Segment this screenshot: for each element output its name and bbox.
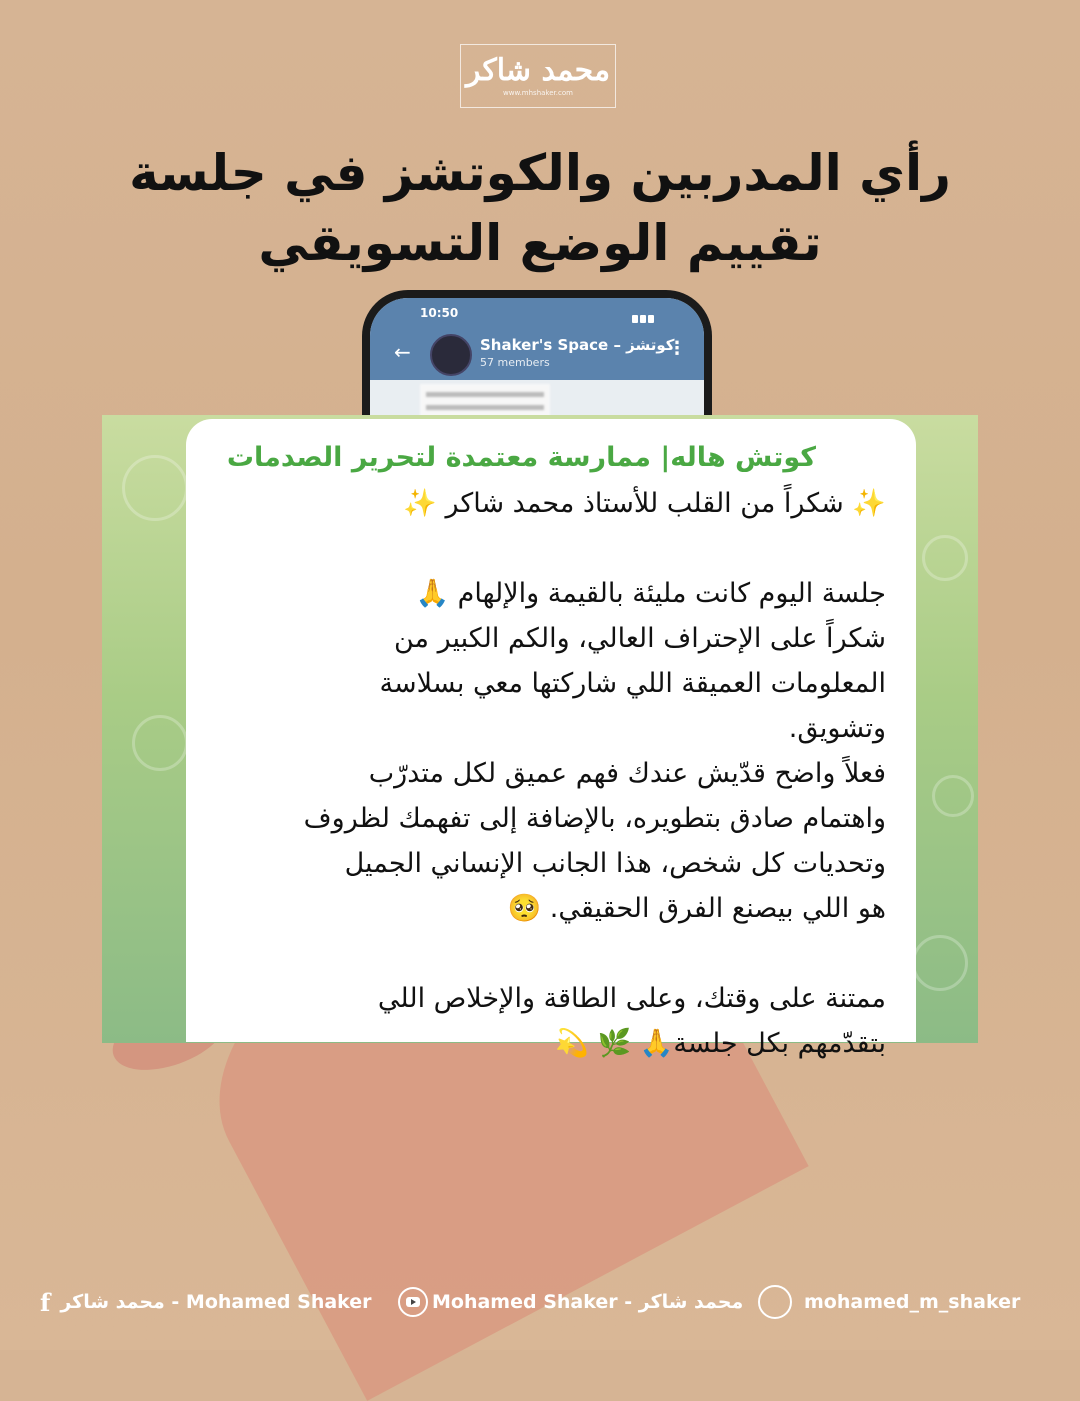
doodle-circle-icon [132, 715, 188, 771]
facebook-icon: f [40, 1287, 51, 1317]
doodle-circle-icon [912, 935, 968, 991]
message-bubble [186, 419, 916, 1059]
youtube-icon [398, 1287, 428, 1317]
message-line: ممتنة على وقتك، وعلى الطاقة والإخلاص اللي [377, 983, 886, 1014]
message-line: شكراً على الإحتراف العالي، والكم الكبير من [393, 623, 886, 654]
instagram-icon [758, 1285, 792, 1319]
avatar[interactable] [430, 334, 472, 376]
more-options-icon[interactable]: ⋮ [668, 338, 686, 359]
facebook-link[interactable] [40, 1285, 372, 1319]
page-title [0, 138, 1080, 278]
message-line: وتشويق. [788, 713, 886, 744]
doodle-circle-icon [932, 775, 974, 817]
message-line: بتقدّمهم بكل جلسة🙏 🌿 💫 [555, 1028, 886, 1059]
title-line-2: تقييم الوضع التسويقي [258, 214, 822, 272]
message-line [206, 931, 886, 976]
doodle-circle-icon [122, 455, 188, 521]
message-line: جلسة اليوم كانت مليئة بالقيمة والإلهام 🙏 [415, 578, 886, 609]
logo-site: www.mhshaker.com [503, 89, 573, 97]
message-line: وتحديات كل شخص، هذا الجانب الإنساني الجميل [344, 848, 886, 879]
brand-logo [460, 44, 616, 108]
message-line: المعلومات العميقة اللي شاركتها معي بسلاسة [379, 668, 886, 699]
message-line: هو اللي بيصنع الفرق الحقيقي. 🥺 [507, 893, 886, 924]
facebook-label: محمد شاكر - Mohamed Shaker [60, 1291, 372, 1313]
message-line [206, 526, 886, 571]
title-line-1: رأي المدربين والكوتشز في جلسة [129, 144, 951, 202]
message-line: فعلاً واضح قدّيش عندك فهم عميق لكل متدرّب [368, 758, 886, 789]
logo-mark: محمد شاكر [465, 53, 611, 88]
instagram-label: mohamed_m_shaker [804, 1291, 1021, 1313]
message-line: ✨ شكراً من القلب للأستاذ محمد شاكر ✨ [403, 488, 886, 519]
instagram-link[interactable] [758, 1285, 1020, 1319]
youtube-label: Mohamed Shaker - محمد شاكر [432, 1291, 744, 1313]
status-time: 10:50 [420, 306, 459, 320]
status-icons [630, 308, 664, 318]
message-text [206, 481, 886, 1066]
back-arrow-icon[interactable]: ← [394, 340, 411, 364]
youtube-link[interactable] [398, 1285, 743, 1319]
message-sender: كوتش هاله| ممارسة معتمدة لتحرير الصدمات [226, 442, 816, 473]
chat-name: Shaker's Space – كوتشز [480, 336, 675, 354]
doodle-circle-icon [922, 535, 968, 581]
telegram-header [370, 298, 704, 380]
chat-members: 57 members [480, 356, 550, 369]
message-line: واهتمام صادق بتطويره، بالإضافة إلى تفهمك لظروف [303, 803, 886, 834]
social-footer [0, 1285, 1080, 1319]
